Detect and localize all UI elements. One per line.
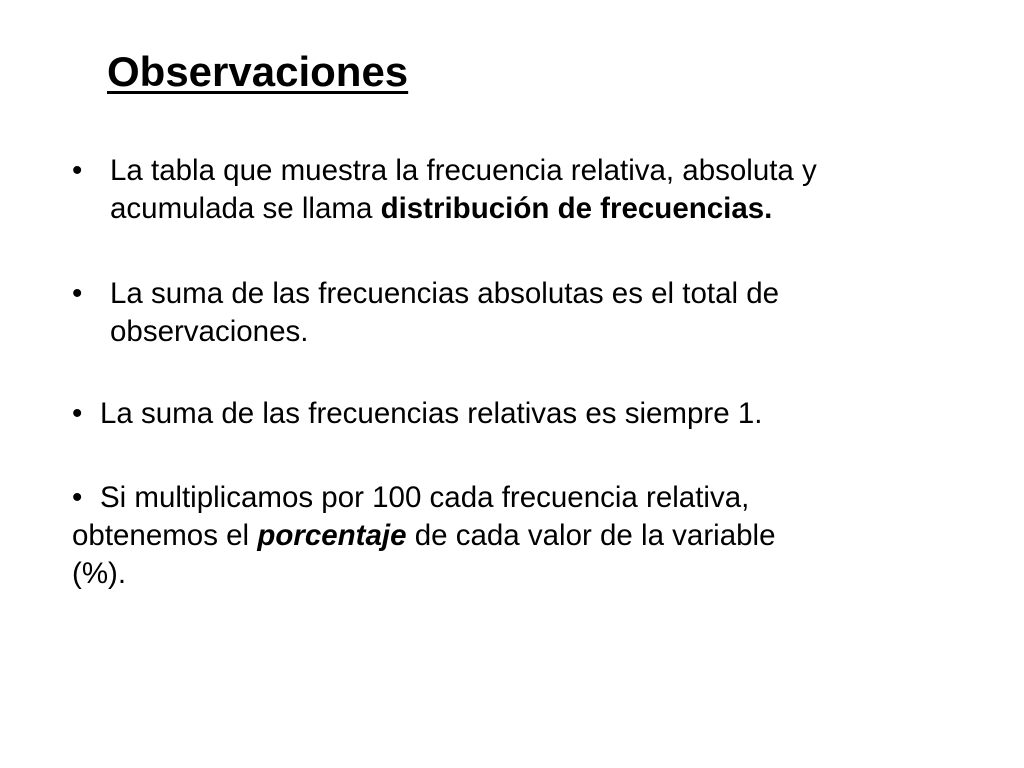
- text-run: Si multiplicamos por 100 cada frecuencia relativa,: [100, 481, 750, 514]
- text-run: La suma de las frecuencias absolutas es el total de: [110, 277, 780, 310]
- bullet-icon: •: [72, 397, 83, 430]
- bullet-icon: •: [72, 481, 83, 514]
- list-item: [72, 479, 775, 593]
- text-line: [72, 555, 775, 593]
- text-run: obtenemos el: [72, 519, 258, 552]
- list-item: [100, 395, 762, 433]
- emphasis-text: porcentaje: [257, 519, 407, 552]
- text-line: [110, 152, 817, 190]
- text-run: acumulada se llama: [110, 192, 381, 225]
- text-line: [110, 313, 779, 351]
- list-item: [110, 275, 779, 351]
- text-run: de cada valor de la variable: [406, 519, 776, 552]
- text-line: [110, 190, 817, 228]
- bullet-icon: •: [72, 277, 83, 310]
- list-item: [110, 152, 817, 228]
- text-run: La suma de las frecuencias relativas es siempre 1.: [100, 397, 763, 430]
- text-line: [72, 517, 775, 555]
- text-line: [100, 395, 762, 433]
- text-line: [110, 275, 779, 313]
- text-run: (%).: [72, 557, 127, 590]
- text-run: La tabla que muestra la frecuencia relativa, absoluta y: [110, 154, 817, 187]
- text-line: [72, 479, 775, 517]
- slide-title: Observaciones: [107, 48, 409, 95]
- bullet-icon: •: [72, 154, 83, 187]
- emphasis-text: distribución de frecuencias.: [380, 192, 773, 225]
- text-run: observaciones.: [110, 315, 309, 348]
